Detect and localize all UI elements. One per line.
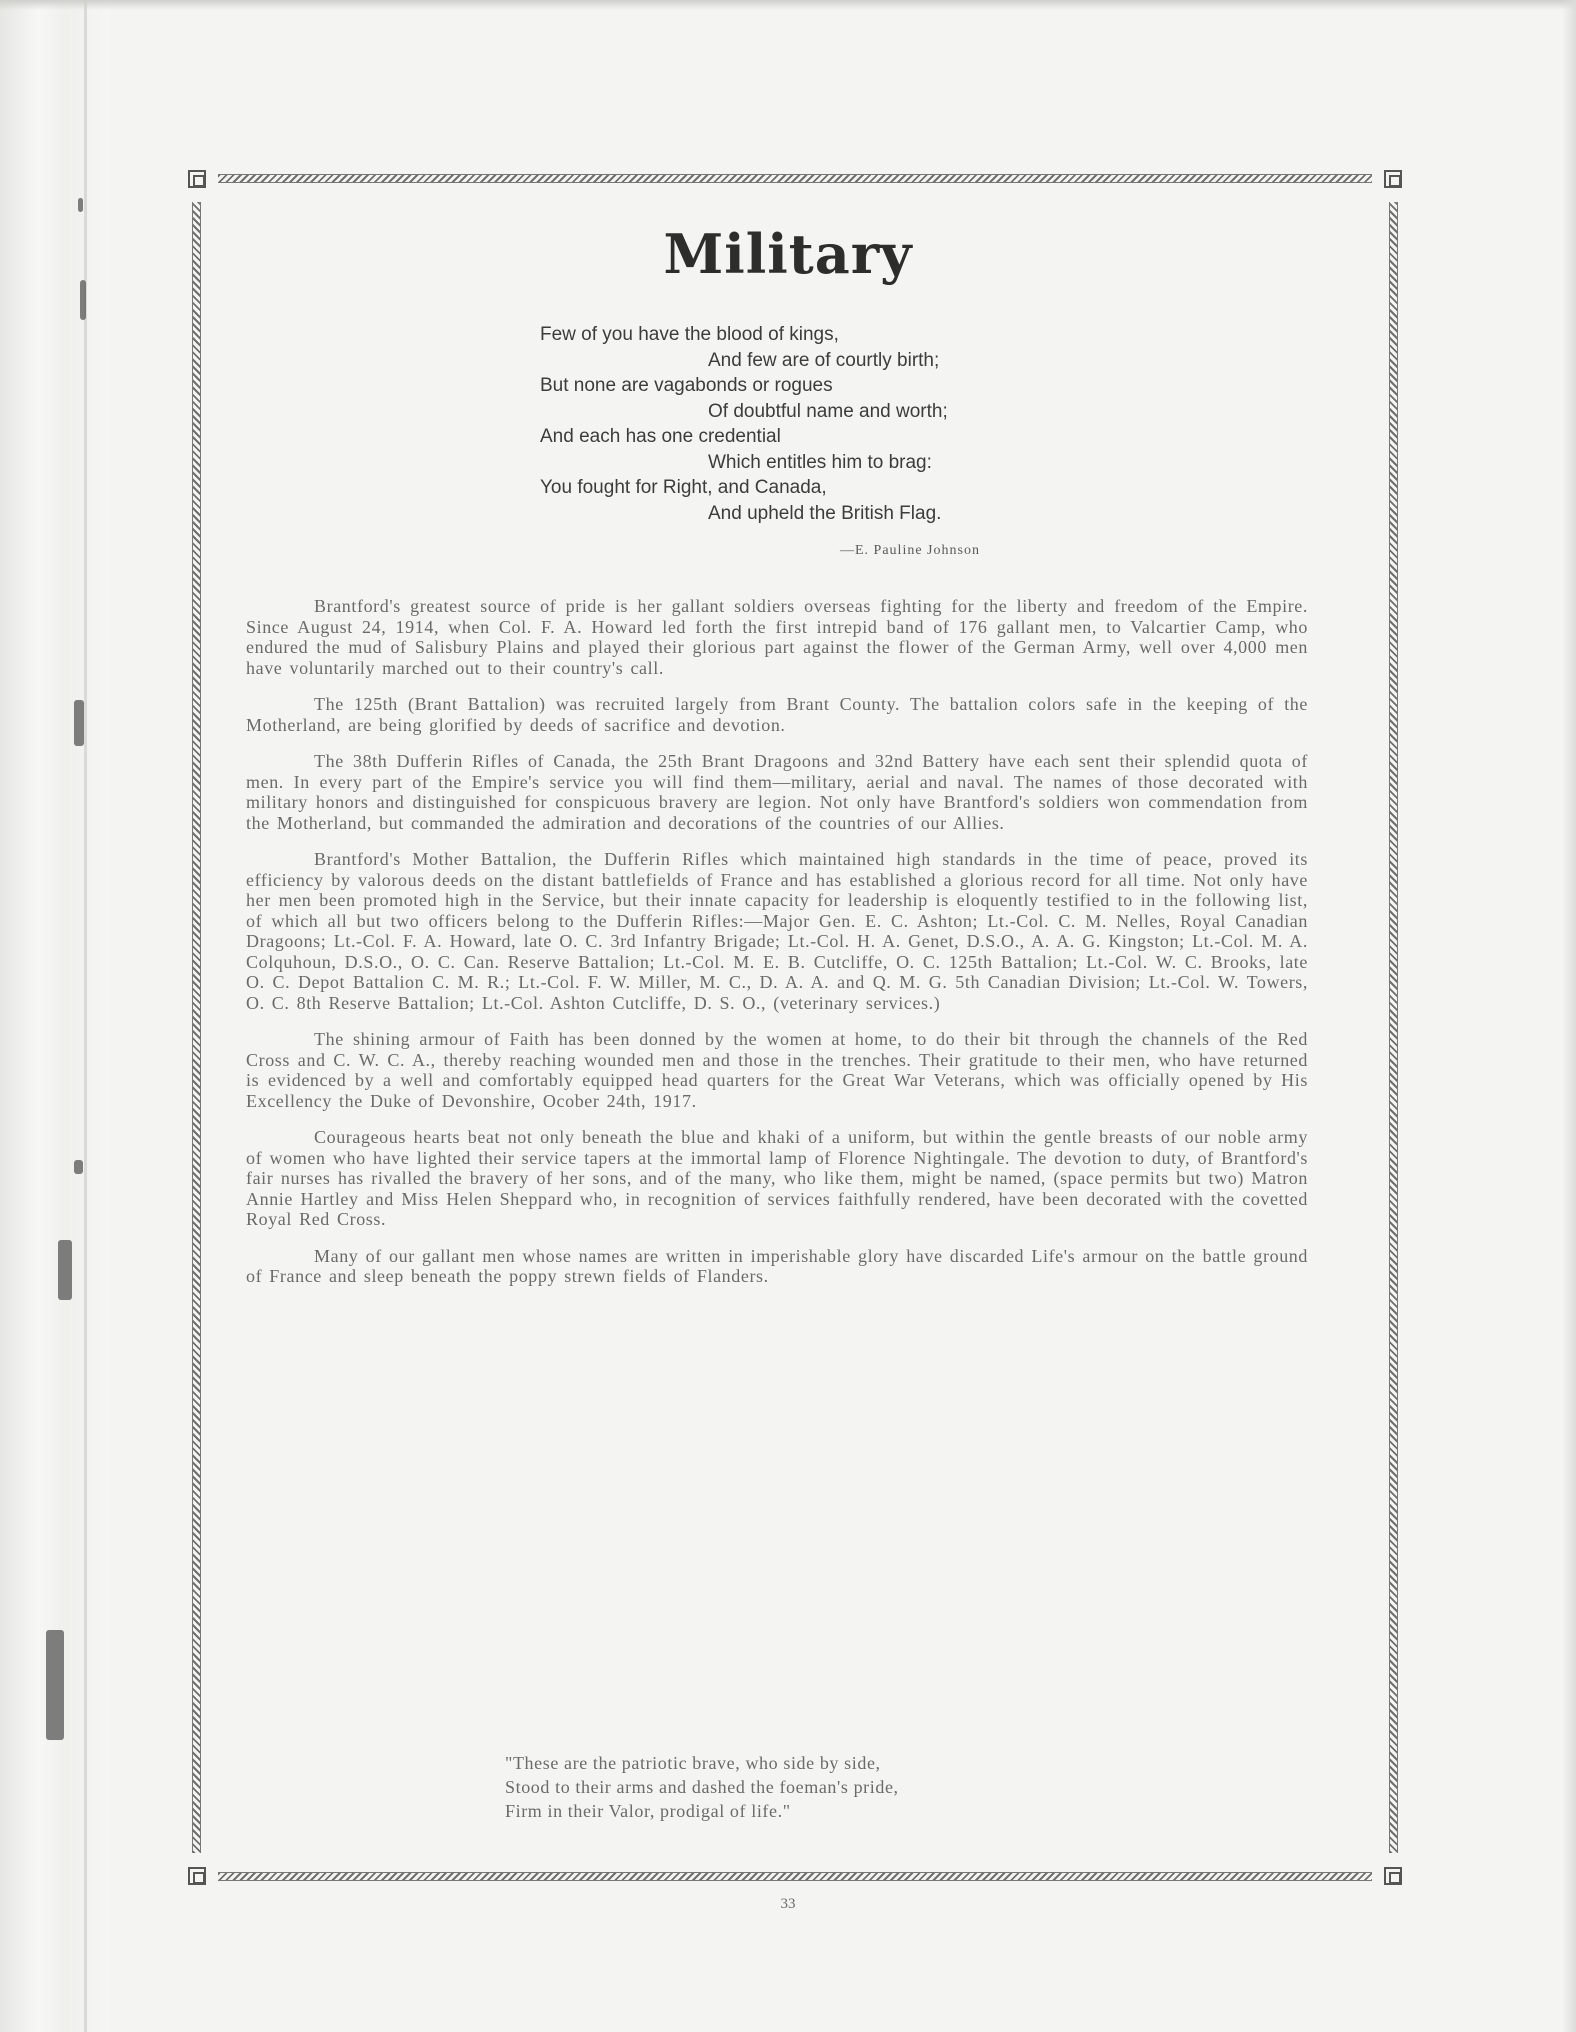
- frame-border-left: [192, 202, 201, 1853]
- closing-quote: [505, 1751, 899, 1823]
- poem-line: And upheld the British Flag.: [708, 502, 942, 524]
- page-number: 33: [780, 1896, 796, 1912]
- frame-corner-ornament: [188, 170, 206, 188]
- closing-quote-line: Stood to their arms and dashed the foeman's pride,: [505, 1777, 899, 1797]
- poem-line: And few are of courtly birth;: [708, 349, 940, 371]
- closing-quote-line: Firm in their Valor, prodigal of life.": [505, 1801, 791, 1821]
- poem-line: But none are vagabonds or rogues: [540, 375, 833, 396]
- paragraph: The shining armour of Faith has been donned by the women at home, to do their bit through the channels of the Red Cross and C. W. C. A., thereby reaching wounded men and those in the trenches. Their gratitude to their men, who have returned is evidenced by a well and comfortably equipped head quarters for the Great War Veterans, which was officially opened by His Excellency the Duke of Devonshire, Ocober 24th, 1917.: [246, 1029, 1308, 1111]
- right-scan-shadow: [1562, 0, 1576, 2032]
- poem: [540, 322, 1060, 526]
- binding-mark: [78, 198, 83, 212]
- frame-corner-ornament: [1384, 1867, 1402, 1885]
- poem-line: And each has one credential: [540, 426, 781, 447]
- poem-line: Which entitles him to brag:: [708, 451, 932, 473]
- paragraph: Brantford's Mother Battalion, the Dufferin Rifles which maintained high standards in the time of peace, proved its efficiency by valorous deeds on the distant battlefields of France and has established a glorious record for all time. Not only have her men been promoted high in the Service, but their innate capacity for leadership is eloquently testified to in the following list, of which all but two officers belong to the Dufferin Rifles:—Major Gen. E. C. Ashton; Lt.-Col. C. M. Nelles, Royal Canadian Dragoons; Lt.-Col. F. A. Howard, late O. C. 3rd Infantry Brigade; Lt.-Col. H. A. Genet, D.S.O., A. A. G. Kingston; Lt.-Col. M. A. Colquhoun, D.S.O., O. C. Can. Reserve Battalion; Lt.-Col. M. E. B. Cutcliffe, O. C. 125th Battalion; Lt.-Col. W. C. Brooks, late O. C. Depot Battalion C. M. R.; Lt.-Col. F. W. Miller, M. C., D. A. A. and Q. M. G. 5th Canadian Division; Lt.-Col. W. Towers, O. C. 8th Reserve Battalion; Lt.-Col. Ashton Cutcliffe, D. S. O., (veterinary services.): [246, 849, 1308, 1013]
- paragraph: Brantford's greatest source of pride is her gallant soldiers overseas fighting for the liberty and freedom of the Empire. Since August 24, 1914, when Col. F. A. Howard led forth the first intrepid band of 176 gallant men, to Valcartier Camp, who endured the mud of Salisbury Plains and played their glorious part against the flower of the German Army, well over 4,000 men have voluntarily marched out to their country's call.: [246, 596, 1308, 678]
- frame-corner-ornament: [1384, 170, 1402, 188]
- binding-mark: [46, 1630, 64, 1740]
- binding-mark: [74, 700, 84, 746]
- paragraph: Courageous hearts beat not only beneath the blue and khaki of a uniform, but within the gentle breasts of our noble army of women who have lighted their service tapers at the immortal lamp of Florence Nightingale. The devotion to duty, of Brantford's fair nurses has rivalled the bravery of her sons, and of the many, who like them, might be named, (space permits but two) Matron Annie Hartley and Miss Helen Sheppard who, in recognition of services faithfully rendered, have been decorated with the covetted Royal Red Cross.: [246, 1127, 1308, 1229]
- poem-line: Of doubtful name and worth;: [708, 400, 948, 422]
- frame-border-bottom: [218, 1872, 1372, 1881]
- top-scan-shadow: [0, 0, 1576, 10]
- binding-mark: [58, 1240, 72, 1300]
- frame-corner-ornament: [188, 1867, 206, 1885]
- poem-attribution: —E. Pauline Johnson: [840, 543, 980, 558]
- poem-line: Few of you have the blood of kings,: [540, 324, 839, 345]
- article-body: [246, 596, 1308, 1303]
- frame-border-top: [218, 174, 1372, 183]
- paragraph: Many of our gallant men whose names are written in imperishable glory have discarded Life's armour on the battle ground of France and sleep beneath the poppy strewn fields of Flanders.: [246, 1245, 1308, 1286]
- paragraph: The 38th Dufferin Rifles of Canada, the 25th Brant Dragoons and 32nd Battery have each sent their splendid quota of men. In every part of the Empire's service you will find them—military, aerial and naval. The names of those decorated with military honors and distinguished for conspicuous bravery are legion. Not only have Brantford's soldiers won commendation from the Motherland, but commanded the admiration and decorations of the countries of our Allies.: [246, 751, 1308, 833]
- paragraph: The 125th (Brant Battalion) was recruited largely from Brant County. The battalion colors safe in the keeping of the Motherland, are being glorified by deeds of sacrifice and devotion.: [246, 694, 1308, 735]
- closing-quote-line: "These are the patriotic brave, who side by side,: [505, 1753, 881, 1773]
- poem-line: You fought for Right, and Canada,: [540, 477, 827, 498]
- binding-mark: [74, 1160, 83, 1174]
- page-title: Military: [663, 222, 913, 286]
- frame-border-right: [1389, 202, 1398, 1853]
- binding-mark: [80, 280, 86, 320]
